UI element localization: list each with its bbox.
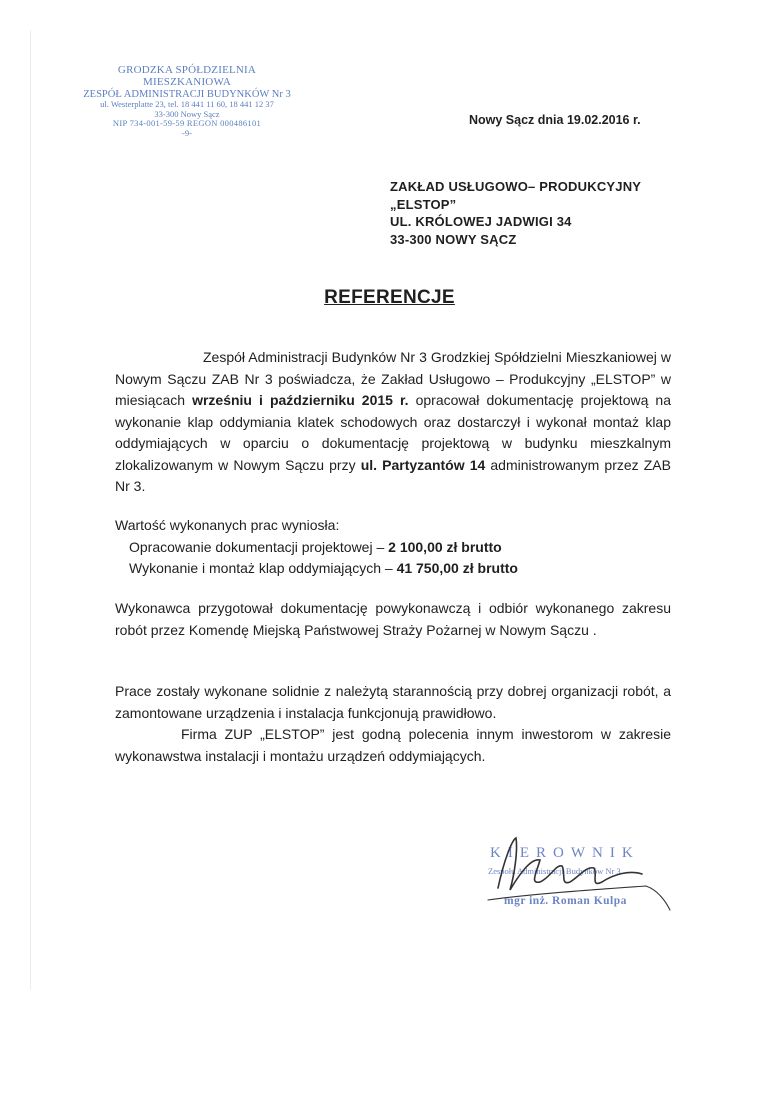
stamp-line-1: GRODZKA SPÓŁDZIELNIA MIESZKANIOWA [117,64,257,89]
addressee-line-1: ZAKŁAD USŁUGOWO– PRODUKCYJNY [390,179,642,194]
handwritten-signature [470,830,690,920]
signature-subtitle: Zespołu Administracji Budynków Nr 3 [488,866,621,876]
stamp-line-4: 33-300 Nowy Sącz [154,108,220,119]
document-title: REFERENCJE [324,287,455,308]
paragraph-recommendation [115,681,671,767]
institution-stamp [82,64,292,138]
cost-item-installation [115,558,671,580]
cost-item-installation-value: 41 750,00 zł brutto [396,560,518,576]
attestation-period: wrześniu i październiku 2015 r. [192,392,409,408]
page-edge-rule [30,30,31,990]
signature-stamp [470,830,690,920]
addressee-block [390,178,641,248]
paragraph-attestation [115,347,671,498]
attestation-text-3: administrowanym przez ZAB Nr 3. [115,456,671,494]
recommendation-line-2: Firma ZUP „ELSTOP” jest godną polecenia innym inwestorom w zakresie wykonawstwa instalacji i montażu urządzeń oddymiających. [115,726,671,764]
letter-date: Nowy Sącz dnia 19.02.2016 r. [469,113,641,127]
stamp-line-6: -9- [182,127,192,138]
cost-item-design-label: Opracowanie dokumentacji projektowej – [129,538,389,555]
stamp-line-3: ul. Westerplatte 23, tel. 18 441 11 60, 18 441 12 37 [100,99,274,110]
signatory-name: mgr inż. Roman Kulpa [504,895,627,907]
attestation-address: ul. Partyzantów 14 [360,456,486,473]
recommendation-line-1: Prace zostały wykonane solidnie z należytą starannością przy dobrej organizacji robót, a zamontowane urządzenia i instalacja funkcjonują prawidłowo. [115,683,671,721]
cost-item-design-value: 2 100,00 zł brutto [388,538,502,555]
addressee-line-4: 33-300 NOWY SĄCZ [390,231,517,247]
cost-item-installation-label: Wykonanie i montaż klap oddymiających – [129,560,397,576]
costs-intro: Wartość wykonanych prac wyniosła: [115,517,340,533]
attestation-text-1: Zespół Administracji Budynków Nr 3 Grodzkiej Spółdzielni Mieszkaniowej w Nowym Sączu ZAB Nr 3 poświadcza, że Zakład Usługowo – Produkcyjny „ELSTOP” w miesiącach [115,349,671,408]
addressee-line-3: UL. KRÓLOWEJ JADWIGI 34 [390,214,572,229]
stamp-line-5: NIP 734-001-59-59 REGON 000486101 [112,118,262,129]
paragraph-costs [115,515,671,580]
stamp-line-2: ZESPÓŁ ADMINISTRACJI BUDYNKÓW Nr 3 [83,88,291,100]
cost-item-design [115,537,671,559]
attestation-text-2: opracował dokumentację projektową na wykonanie klap oddymiania klatek schodowych oraz dostarczył i wykonał montaż klap oddymiających w oparciu o dokumentację projektową w budynku mieszkalnym zlokalizowanym w Nowym Sączu przy [115,392,671,473]
signature-heading: KIEROWNIK [490,845,640,861]
paragraph-documentation: Wykonawca przygotował dokumentację powykonawczą i odbiór wykonanego zakresu robót przez Komendę Miejską Państwowej Straży Pożarnej w Nowym Sączu . [115,600,671,638]
addressee-line-2: „ELSTOP” [390,196,457,212]
